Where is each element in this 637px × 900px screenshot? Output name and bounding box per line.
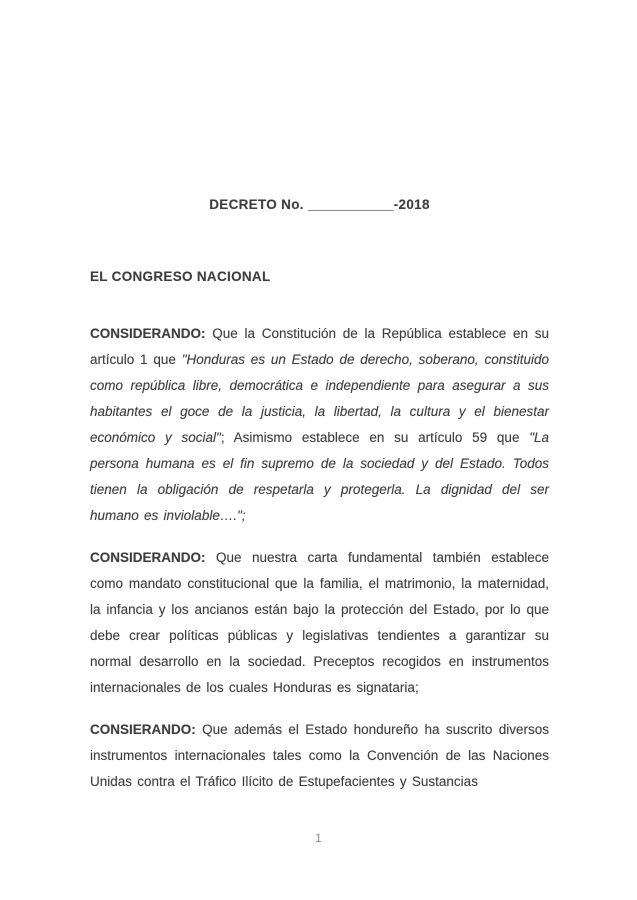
paragraph-text-segment: ; Asimismo establece en su artículo 59 que [220, 430, 530, 445]
paragraph-label: CONSIDERANDO: [90, 550, 206, 565]
document-body [90, 0, 549, 900]
paragraph-label: CONSIERANDO: [90, 722, 196, 737]
paragraph-text-segment: "Honduras es un Estado de derecho, soberano, constituido como república libre, democrática e independiente para asegurar a sus habitantes el goce de la justicia, la libertad, la cultura y el bienestar económico y social" [90, 352, 549, 445]
congress-heading: EL CONGRESO NACIONAL [90, 269, 271, 284]
page-number: 1 [315, 831, 322, 845]
paragraph-text-segment: Que nuestra carta fundamental también establece como mandato constitucional que la familia, el matrimonio, la maternidad, la infancia y los ancianos están bajo la protección del Estado, por lo que debe crear políticas públicas y legislativas tendientes a garantizar su normal desarrollo en la sociedad. Preceptos recogidos en instrumentos internacionales de los cuales Honduras es signataria; [90, 550, 549, 695]
paragraph-label: CONSIDERANDO: [90, 326, 206, 341]
considerando-paragraph [90, 717, 549, 795]
paragraph-text-segment: Que además el Estado hondureño ha suscrito diversos instrumentos internacionales tales como la Convención de las Naciones Unidas contra el Tráfico Ilícito de Estupefacientes y Sustancias [90, 722, 549, 789]
paragraph-text-segment: Que la Constitución de la República establece en su artículo 1 que [90, 326, 549, 367]
considerando-paragraph [90, 321, 549, 529]
considerando-paragraph [90, 545, 549, 701]
document-title: DECRETO No. ___________-2018 [209, 197, 430, 212]
paragraph-text-segment: "La persona humana es el fin supremo de la sociedad y del Estado. Todos tienen la obligación de respetarla y protegerla. La dignidad del ser humano es inviolable…."; [90, 430, 550, 523]
